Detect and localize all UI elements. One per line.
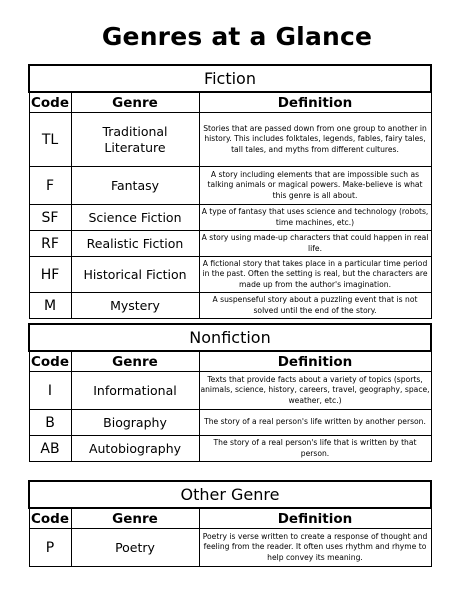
genre-code: M bbox=[29, 293, 71, 319]
column-header-genre: Genre bbox=[71, 508, 199, 529]
fiction-table bbox=[28, 64, 432, 319]
genre-definition: Stories that are passed down from one group to another in history. This includes folktales, legends, fables, fairy tales, tall tales, and myths from different cultures. bbox=[199, 113, 431, 167]
genre-name: Traditional Literature bbox=[71, 113, 199, 167]
genre-name: Science Fiction bbox=[71, 205, 199, 231]
column-header-definition: Definition bbox=[199, 351, 431, 372]
genre-name: Historical Fiction bbox=[71, 257, 199, 293]
genre-code: HF bbox=[29, 257, 71, 293]
genre-code: F bbox=[29, 167, 71, 205]
column-header-code: Code bbox=[29, 508, 71, 529]
table-row bbox=[29, 205, 431, 231]
genre-name: Biography bbox=[71, 410, 199, 436]
column-header-genre: Genre bbox=[71, 351, 199, 372]
genre-name: Poetry bbox=[71, 529, 199, 567]
genre-definition: A story using made-up characters that could happen in real life. bbox=[199, 231, 431, 257]
genre-name: Informational bbox=[71, 372, 199, 410]
section-title-other-genre: Other Genre bbox=[29, 481, 431, 508]
other-genre-table bbox=[28, 480, 432, 567]
page-title: Genres at a Glance bbox=[101, 22, 373, 51]
genre-code: RF bbox=[29, 231, 71, 257]
column-header-code: Code bbox=[29, 92, 71, 113]
column-header-genre: Genre bbox=[71, 92, 199, 113]
table-row bbox=[29, 529, 431, 567]
genre-code: TL bbox=[29, 113, 71, 167]
genre-definition: The story of a real person's life written by another person. bbox=[199, 410, 431, 436]
genre-code: I bbox=[29, 372, 71, 410]
table-row bbox=[29, 257, 431, 293]
genre-code: SF bbox=[29, 205, 71, 231]
section-title-nonfiction: Nonfiction bbox=[29, 324, 431, 351]
nonfiction-table bbox=[28, 323, 432, 462]
genre-definition: The story of a real person's life that is written by that person. bbox=[199, 436, 431, 462]
genre-code: B bbox=[29, 410, 71, 436]
genre-definition: A story including elements that are impossible such as talking animals or magical powers. Make-believe is what this genre is all about. bbox=[199, 167, 431, 205]
section-title-fiction: Fiction bbox=[29, 65, 431, 92]
genre-name: Mystery bbox=[71, 293, 199, 319]
table-row bbox=[29, 167, 431, 205]
genre-code: P bbox=[29, 529, 71, 567]
genre-definition: A type of fantasy that uses science and technology (robots, time machines, etc.) bbox=[199, 205, 431, 231]
genre-definition: Texts that provide facts about a variety of topics (sports, animals, science, history, careers, travel, geography, space, weather, etc.) bbox=[199, 372, 431, 410]
table-row bbox=[29, 231, 431, 257]
genre-definition: Poetry is verse written to create a response of thought and feeling from the reader. It often uses rhythm and rhyme to help convey its meaning. bbox=[199, 529, 431, 567]
genre-name: Realistic Fiction bbox=[71, 231, 199, 257]
table-row bbox=[29, 436, 431, 462]
genre-definition: A fictional story that takes place in a particular time period in the past. Often the setting is real, but the characters are made up from the author's imagination. bbox=[199, 257, 431, 293]
genre-name: Autobiography bbox=[71, 436, 199, 462]
table-row bbox=[29, 113, 431, 167]
table-row bbox=[29, 410, 431, 436]
column-header-definition: Definition bbox=[199, 92, 431, 113]
genre-code: AB bbox=[29, 436, 71, 462]
genre-definition: A suspenseful story about a puzzling event that is not solved until the end of the story. bbox=[199, 293, 431, 319]
column-header-code: Code bbox=[29, 351, 71, 372]
column-header-definition: Definition bbox=[199, 508, 431, 529]
table-row bbox=[29, 293, 431, 319]
genre-name: Fantasy bbox=[71, 167, 199, 205]
table-row bbox=[29, 372, 431, 410]
